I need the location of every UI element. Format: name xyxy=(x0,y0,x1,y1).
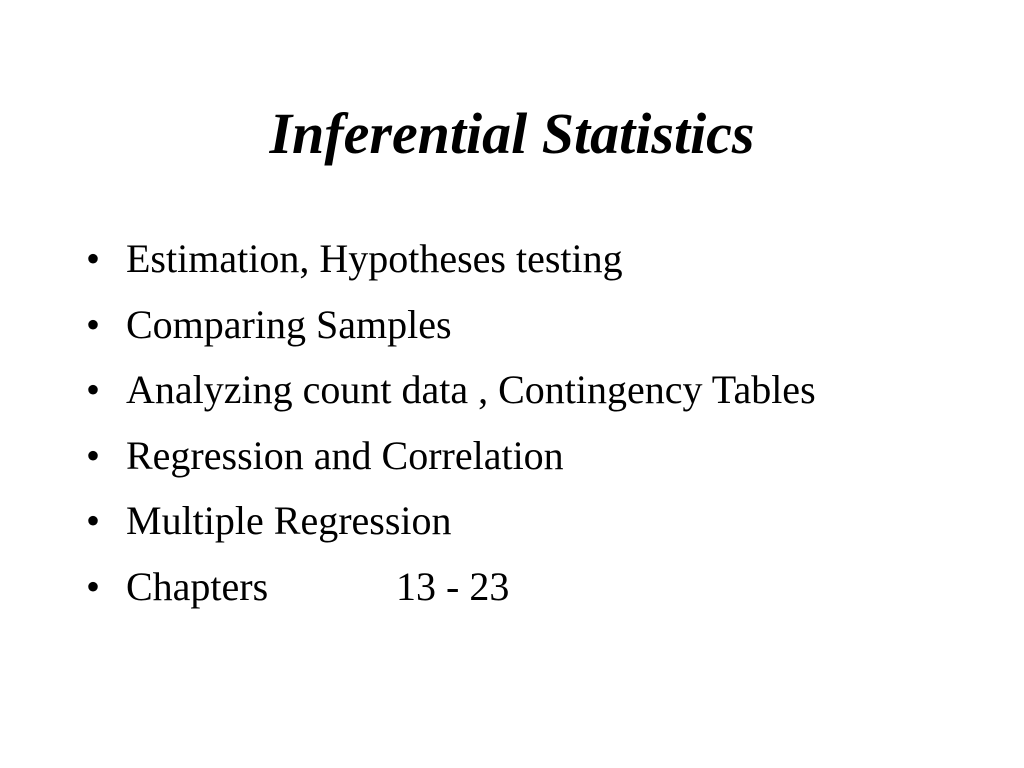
bullet-icon: • xyxy=(86,432,101,478)
bullet-text: Multiple Regression xyxy=(126,498,452,543)
chapters-range: 13 - 23 xyxy=(396,563,510,609)
bullet-text: Regression and Correlation xyxy=(126,432,564,478)
slide-title: Inferential Statistics xyxy=(269,101,755,166)
bullet-icon: • xyxy=(86,301,101,347)
bullet-text: Analyzing count data , Contingency Tables xyxy=(126,367,816,412)
bullet-icon: • xyxy=(86,498,101,543)
bullet-icon: • xyxy=(86,563,101,609)
bullet-text: Estimation, Hypotheses testing xyxy=(126,236,623,281)
bullet-icon: • xyxy=(86,367,101,412)
chapters-label: Chapters xyxy=(126,563,269,609)
bullet-text: Comparing Samples xyxy=(126,301,452,347)
bullet-icon: • xyxy=(86,236,101,281)
